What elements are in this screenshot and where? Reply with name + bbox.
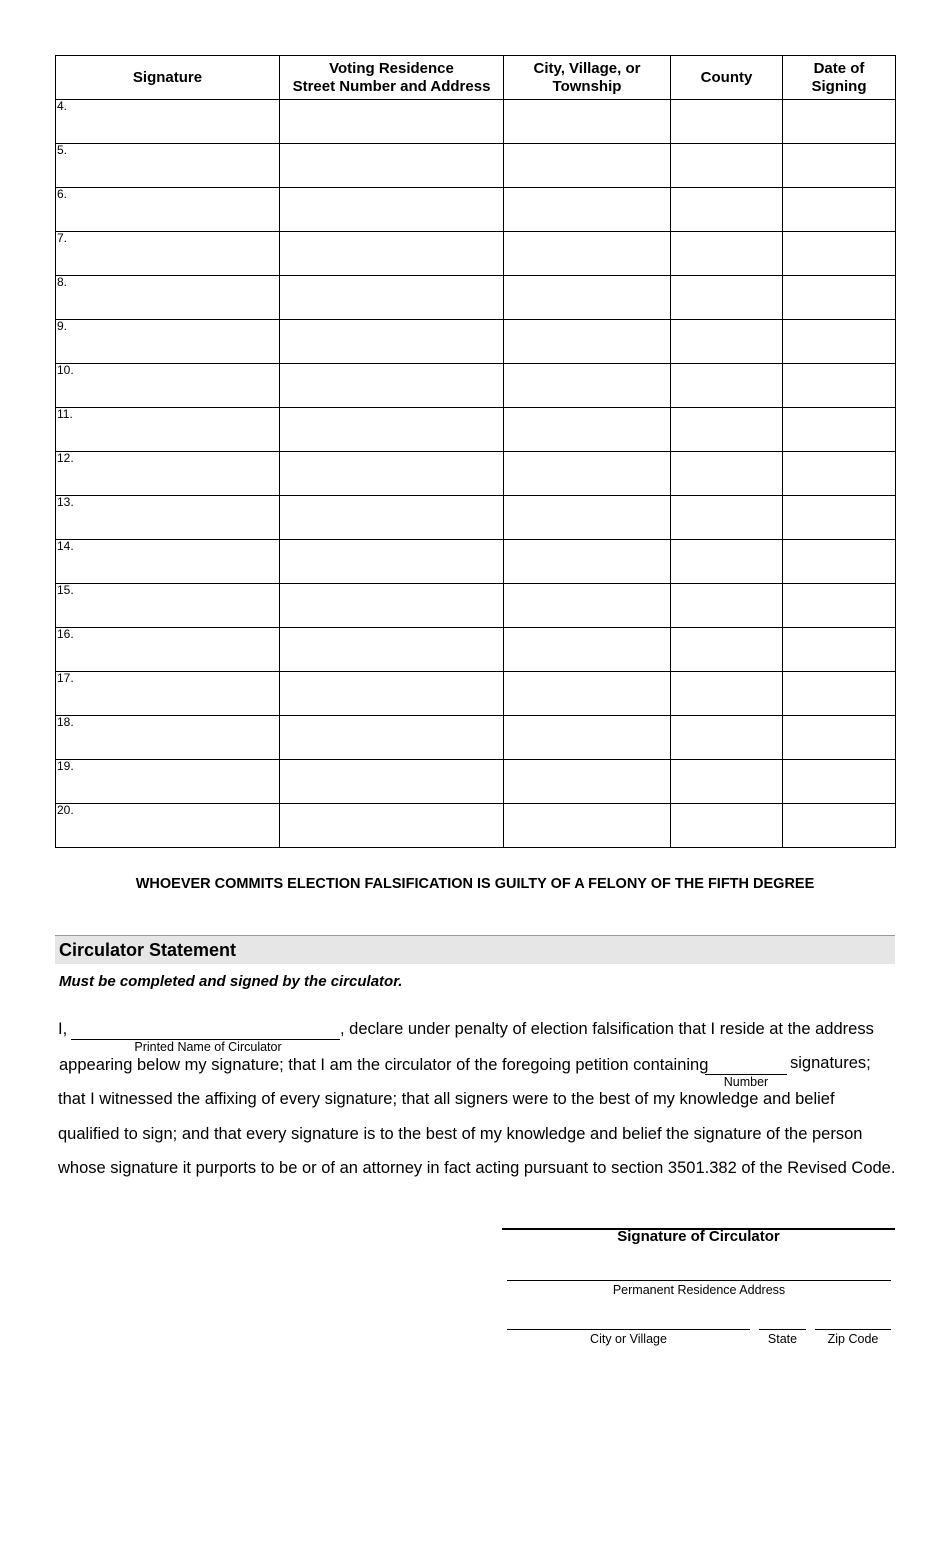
- county-cell[interactable]: [671, 100, 783, 144]
- statement-line1-prefix: I,: [58, 1020, 68, 1038]
- city-cell[interactable]: [504, 408, 671, 452]
- county-cell[interactable]: [671, 672, 783, 716]
- statement-line2-prefix: appearing below my signature; that I am the circulator of the foregoing petition containing: [59, 1056, 709, 1074]
- table-row: [56, 628, 896, 672]
- residence-address-label: Permanent Residence Address: [612, 1283, 786, 1297]
- county-cell[interactable]: [671, 716, 783, 760]
- address-cell[interactable]: [280, 364, 504, 408]
- city-cell[interactable]: [504, 144, 671, 188]
- row-number: 20.: [57, 803, 74, 817]
- date-cell[interactable]: [783, 804, 896, 848]
- address-cell[interactable]: [280, 320, 504, 364]
- city-cell[interactable]: [504, 320, 671, 364]
- table-row: [56, 188, 896, 232]
- city-cell[interactable]: [504, 100, 671, 144]
- county-cell[interactable]: [671, 540, 783, 584]
- table-row: [56, 408, 896, 452]
- county-cell[interactable]: [671, 452, 783, 496]
- date-cell[interactable]: [783, 584, 896, 628]
- address-cell[interactable]: [280, 760, 504, 804]
- signature-cell[interactable]: [56, 276, 280, 320]
- table-row: [56, 144, 896, 188]
- city-cell[interactable]: [504, 188, 671, 232]
- table-row: [56, 276, 896, 320]
- header-county: County: [671, 56, 783, 100]
- header-line: Voting Residence: [329, 59, 454, 77]
- date-cell[interactable]: [783, 100, 896, 144]
- signature-cell[interactable]: [56, 364, 280, 408]
- header-signature: Signature: [56, 56, 280, 100]
- row-number: 13.: [57, 495, 74, 509]
- date-cell[interactable]: [783, 540, 896, 584]
- row-number: 6.: [57, 187, 68, 201]
- table-row: [56, 320, 896, 364]
- signature-cell[interactable]: [56, 716, 280, 760]
- city-cell[interactable]: [504, 760, 671, 804]
- address-cell[interactable]: [280, 232, 504, 276]
- header-city-village-township: [504, 56, 671, 100]
- signature-cell[interactable]: [56, 188, 280, 232]
- address-cell[interactable]: [280, 188, 504, 232]
- city-cell[interactable]: [504, 276, 671, 320]
- felony-warning: WHOEVER COMMITS ELECTION FALSIFICATION IS GUILTY OF A FELONY OF THE FIFTH DEGREE: [135, 876, 815, 892]
- signature-cell[interactable]: [56, 496, 280, 540]
- county-cell[interactable]: [671, 804, 783, 848]
- residence-address-field[interactable]: [507, 1280, 891, 1281]
- table-row: [56, 672, 896, 716]
- county-cell[interactable]: [671, 408, 783, 452]
- header-line: Signing: [811, 77, 867, 95]
- county-cell[interactable]: [671, 320, 783, 364]
- signature-cell[interactable]: [56, 100, 280, 144]
- county-cell[interactable]: [671, 584, 783, 628]
- address-cell[interactable]: [280, 804, 504, 848]
- row-number: 12.: [57, 451, 74, 465]
- header-line: City, Village, or: [533, 59, 641, 77]
- printed-name-caption: Printed Name of Circulator: [134, 1040, 282, 1054]
- date-cell[interactable]: [783, 672, 896, 716]
- header-line: Township: [552, 77, 622, 95]
- address-cell[interactable]: [280, 628, 504, 672]
- signature-of-circulator-label: Signature of Circulator: [617, 1228, 780, 1245]
- city-cell[interactable]: [504, 716, 671, 760]
- signature-cell[interactable]: [56, 628, 280, 672]
- signature-cell[interactable]: [56, 232, 280, 276]
- row-number: 17.: [57, 671, 74, 685]
- date-cell[interactable]: [783, 232, 896, 276]
- date-cell[interactable]: [783, 144, 896, 188]
- county-cell[interactable]: [671, 628, 783, 672]
- table-row: [56, 452, 896, 496]
- city-cell[interactable]: [504, 584, 671, 628]
- city-cell[interactable]: [504, 540, 671, 584]
- address-cell[interactable]: [280, 452, 504, 496]
- address-cell[interactable]: [280, 496, 504, 540]
- signature-cell[interactable]: [56, 144, 280, 188]
- date-cell[interactable]: [783, 364, 896, 408]
- circulator-statement-bar: [55, 935, 895, 964]
- address-cell[interactable]: [280, 276, 504, 320]
- statement-line4: qualified to sign; and that every signature is to the best of my knowledge and belief the signature of the person: [58, 1125, 863, 1143]
- row-number: 14.: [57, 539, 74, 553]
- address-cell[interactable]: [280, 540, 504, 584]
- table-row: [56, 760, 896, 804]
- city-cell[interactable]: [504, 452, 671, 496]
- county-cell[interactable]: [671, 760, 783, 804]
- table-row: [56, 232, 896, 276]
- signature-cell[interactable]: [56, 540, 280, 584]
- table-row: [56, 584, 896, 628]
- county-cell[interactable]: [671, 188, 783, 232]
- city-cell[interactable]: [504, 496, 671, 540]
- signature-cell[interactable]: [56, 760, 280, 804]
- city-cell[interactable]: [504, 232, 671, 276]
- date-cell[interactable]: [783, 276, 896, 320]
- address-cell[interactable]: [280, 408, 504, 452]
- circulator-statement-title: Circulator Statement: [59, 940, 237, 960]
- date-cell[interactable]: [783, 408, 896, 452]
- date-cell[interactable]: [783, 716, 896, 760]
- table-row: [56, 540, 896, 584]
- row-number: 19.: [57, 759, 74, 773]
- row-number: 7.: [57, 231, 68, 245]
- table-row: [56, 804, 896, 848]
- address-cell[interactable]: [280, 100, 504, 144]
- table-row: [56, 100, 896, 144]
- address-cell[interactable]: [280, 584, 504, 628]
- signature-cell[interactable]: [56, 320, 280, 364]
- row-number: 16.: [57, 627, 74, 641]
- row-number: 5.: [57, 143, 68, 157]
- statement-line3: that I witnessed the affixing of every signature; that all signers were to the best of my knowledge and belief: [58, 1090, 835, 1108]
- city-cell[interactable]: [504, 364, 671, 408]
- signature-cell[interactable]: [56, 408, 280, 452]
- circulator-instruction: Must be completed and signed by the circulator.: [59, 973, 403, 990]
- header-date-of-signing: [783, 56, 896, 100]
- state-field[interactable]: [759, 1329, 806, 1330]
- city-label: City or Village: [590, 1332, 667, 1346]
- table-row: [56, 496, 896, 540]
- row-number: 15.: [57, 583, 74, 597]
- county-cell[interactable]: [671, 144, 783, 188]
- statement-line2-suffix: signatures;: [790, 1054, 871, 1072]
- row-number: 18.: [57, 715, 74, 729]
- city-field[interactable]: [507, 1329, 750, 1330]
- header-voting-residence: [280, 56, 504, 100]
- zip-label: Zip Code: [827, 1332, 879, 1346]
- header-line: Street Number and Address: [292, 77, 491, 95]
- date-cell[interactable]: [783, 188, 896, 232]
- date-cell[interactable]: [783, 628, 896, 672]
- row-number: 9.: [57, 319, 68, 333]
- city-cell[interactable]: [504, 628, 671, 672]
- date-cell[interactable]: [783, 760, 896, 804]
- signature-cell[interactable]: [56, 672, 280, 716]
- table-row: [56, 364, 896, 408]
- statement-line5: whose signature it purports to be or of an attorney in fact acting pursuant to section 3501.382 of the Revised Code.: [58, 1159, 896, 1177]
- statement-line1-suffix: , declare under penalty of election falsification that I reside at the address: [340, 1020, 874, 1038]
- date-cell[interactable]: [783, 452, 896, 496]
- date-cell[interactable]: [783, 496, 896, 540]
- city-cell[interactable]: [504, 672, 671, 716]
- address-cell[interactable]: [280, 716, 504, 760]
- signature-cell[interactable]: [56, 804, 280, 848]
- state-label: State: [767, 1332, 798, 1346]
- county-cell[interactable]: [671, 232, 783, 276]
- row-number: 10.: [57, 363, 74, 377]
- row-number: 4.: [57, 99, 68, 113]
- table-header-row: [56, 56, 896, 100]
- address-cell[interactable]: [280, 672, 504, 716]
- header-line: Date of: [813, 59, 865, 77]
- county-cell[interactable]: [671, 496, 783, 540]
- address-cell[interactable]: [280, 144, 504, 188]
- signature-table: [55, 55, 896, 848]
- row-number: 8.: [57, 275, 68, 289]
- city-cell[interactable]: [504, 804, 671, 848]
- signature-cell[interactable]: [56, 584, 280, 628]
- county-cell[interactable]: [671, 276, 783, 320]
- date-cell[interactable]: [783, 320, 896, 364]
- row-number: 11.: [57, 407, 73, 421]
- number-caption: Number: [723, 1075, 769, 1089]
- zip-field[interactable]: [815, 1329, 891, 1330]
- table-row: [56, 716, 896, 760]
- signature-cell[interactable]: [56, 452, 280, 496]
- county-cell[interactable]: [671, 364, 783, 408]
